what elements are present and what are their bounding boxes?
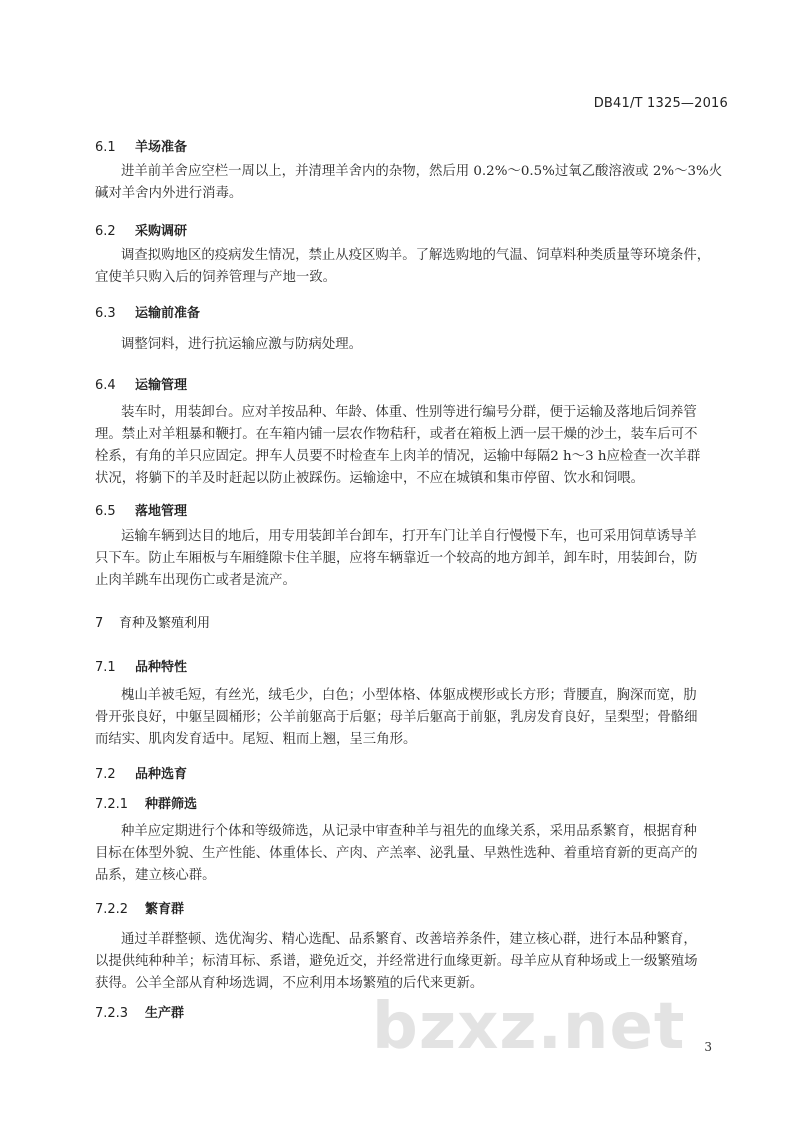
- text-line: 骨开张良好，中躯呈圆桶形；公羊前躯高于后躯；母羊后躯高于前躯，乳房发育良好，呈梨型；骨骼细: [95, 710, 698, 725]
- heading-7: [95, 612, 210, 631]
- section-number: 7: [95, 616, 104, 631]
- text-line: 止肉羊跳车出现伤亡或者是流产。: [95, 573, 296, 588]
- section-title: 落地管理: [135, 504, 188, 519]
- heading-6-4: [95, 374, 187, 393]
- text-line: 调查拟购地区的疫病发生情况，禁止从疫区购羊。了解选购地的气温、饲草料种类质量等环境条件，: [121, 248, 711, 263]
- heading-7-2-2: [95, 898, 184, 917]
- heading-7-2-3: [95, 1002, 184, 1021]
- heading-6-2: [95, 220, 187, 239]
- heading-6-3: [95, 302, 200, 321]
- text-line: 通过羊群整顿、选优淘劣、精心选配、品系繁育、改善培养条件，建立核心群，进行本品种繁育，: [121, 932, 697, 947]
- section-number: 6.1: [95, 140, 116, 155]
- heading-7-2-1: [95, 793, 197, 812]
- section-number: 7.2: [95, 767, 116, 782]
- section-number: 6.3: [95, 306, 116, 321]
- paragraph-7-1: [95, 685, 727, 751]
- section-title: 运输管理: [135, 378, 188, 393]
- text-line: 调整饲料，进行抗运输应激与防病处理。: [121, 337, 363, 352]
- heading-7-2: [95, 763, 187, 782]
- text-line: 目标在体型外貌、生产性能、体重体长、产肉、产羔率、泌乳量、早熟性选种、着重培育新的更高产的: [95, 846, 698, 861]
- section-title: 运输前准备: [135, 306, 201, 321]
- text-line: 槐山羊被毛短，有丝光，绒毛少，白色；小型体格、体躯成楔形或长方形；背腰直，胸深而宽，肋: [121, 688, 697, 703]
- text-line: 栓系，有角的羊只应固定。押车人员要不时检查车上肉羊的情况，运输中每隔2 h～3 h应检查一次羊群: [95, 449, 701, 464]
- section-title: 采购调研: [135, 224, 188, 239]
- paragraph-7-2-1: [95, 821, 727, 887]
- standard-code: DB41/T 1325—2016: [593, 96, 728, 111]
- section-number: 7.2.2: [95, 902, 129, 917]
- text-line: 进羊前羊舍应空栏一周以上，并清理羊舍内的杂物，然后用 0.2%～0.5%过氧乙酸溶液或 2%～3%火: [121, 164, 723, 179]
- section-number: 7.2.3: [95, 1006, 129, 1021]
- text-line: 只下车。防止车厢板与车厢缝隙卡住羊腿，应将车辆靠近一个较高的地方卸羊，卸车时，用装卸台，防: [95, 551, 698, 566]
- text-line: 状况，将躺下的羊及时赶起以防止被踩伤。运输途中，不应在城镇和集市停留、饮水和饲喂。: [95, 471, 645, 486]
- section-title: 品种特性: [135, 660, 188, 675]
- text-line: 以提供纯种种羊；标清耳标、系谱，避免近交，并经常进行血缘更新。母羊应从育种场或上一级繁殖场: [95, 954, 698, 969]
- section-title: 生产群: [145, 1006, 185, 1021]
- text-line: 获得。公羊全部从育种场选调，不应利用本场繁殖的后代来更新。: [95, 976, 484, 991]
- text-line: 品系，建立核心群。: [95, 868, 216, 883]
- section-number: 6.2: [95, 224, 116, 239]
- paragraph-6-4: [95, 402, 727, 490]
- text-line: 装车时，用装卸台。应对羊按品种、年龄、体重、性别等进行编号分群，便于运输及落地后饲养管: [121, 405, 697, 420]
- section-number: 7.1: [95, 660, 116, 675]
- page-number: 3: [704, 1040, 712, 1054]
- paragraph-7-2-2: [95, 929, 727, 995]
- section-number: 7.2.1: [95, 797, 129, 812]
- watermark-logo: bzxz.net: [372, 990, 686, 1064]
- text-line: 碱对羊舍内外进行消毒。: [95, 186, 243, 201]
- heading-7-1: [95, 656, 187, 675]
- heading-6-5: [95, 500, 187, 519]
- text-line: 宜使羊只购入后的饲养管理与产地一致。: [95, 270, 337, 285]
- section-title: 育种及繁殖利用: [119, 616, 211, 631]
- text-line: 而结实、肌肉发育适中。尾短、粗而上翘，呈三角形。: [95, 732, 417, 747]
- section-title: 种群筛选: [145, 797, 198, 812]
- text-line: 运输车辆到达目的地后，用专用装卸羊台卸车，打开车门让羊自行慢慢下车，也可采用饲草诱导羊: [121, 529, 697, 544]
- section-title: 羊场准备: [135, 140, 188, 155]
- text-line: 种羊应定期进行个体和等级筛选，从记录中审查种羊与祖先的血缘关系，采用品系繁育，根据育种: [121, 824, 697, 839]
- section-number: 6.4: [95, 378, 116, 393]
- heading-6-1: [95, 136, 187, 155]
- paragraph-6-3: [95, 334, 727, 356]
- paragraph-6-5: [95, 526, 727, 592]
- paragraph-6-2: [95, 245, 727, 289]
- section-title: 品种选育: [135, 767, 188, 782]
- text-line: 理。禁止对羊粗暴和鞭打。在车箱内铺一层农作物秸秆，或者在箱板上洒一层干燥的沙土，装车后可不: [95, 427, 698, 442]
- paragraph-6-1: [95, 161, 727, 205]
- section-title: 繁育群: [145, 902, 185, 917]
- section-number: 6.5: [95, 504, 116, 519]
